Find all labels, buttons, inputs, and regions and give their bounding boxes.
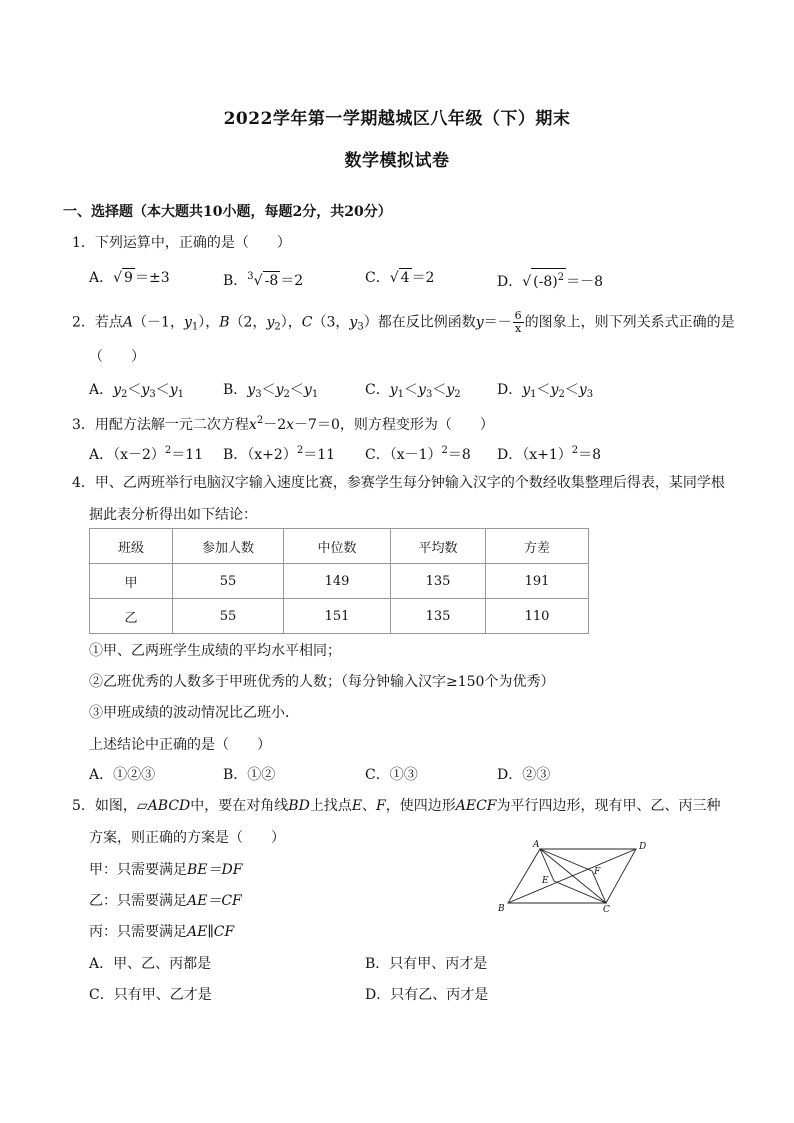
table-cell: 55 — [173, 599, 284, 634]
q4-stem-line1: 4．甲、乙两班举行电脑汉字输入速度比赛，参赛学生每分钟输入汉字的个数经收集整理后得表，某同学根 — [72, 475, 725, 491]
q1-stem: 1．下列运算中，正确的是（ ） — [72, 235, 291, 251]
q2-option-d[interactable]: D．$y_1<y_2<y_3$ — [497, 382, 594, 400]
table-header: 参加人数 — [173, 529, 284, 564]
q5-option-c[interactable]: C．只有甲、乙才是 — [89, 987, 212, 1003]
q5-stem-line2: 方案，则正确的方案是（ ） — [89, 830, 285, 846]
q5-plan-yi: 乙：只需要满足AE＝CF — [89, 893, 242, 909]
q4-conclusion-1: ①甲、乙两班学生成绩的平均水平相同； — [89, 643, 341, 659]
q5-option-d[interactable]: D．只有乙、丙才是 — [365, 987, 489, 1003]
table-cell: 135 — [391, 599, 486, 634]
q3-option-a[interactable]: A．$(x-2)^2=11$ — [89, 445, 204, 463]
label-d: D — [639, 842, 647, 852]
q3-option-d[interactable]: D．$(x+1)^2=8$ — [497, 445, 602, 463]
table-row — [90, 599, 589, 634]
table-header: 平均数 — [391, 529, 486, 564]
exam-subtitle: 数学模拟试卷 — [344, 151, 450, 171]
q4-conclusion-3: ③甲班成绩的波动情况比乙班小． — [89, 705, 299, 721]
table-cell: 55 — [173, 564, 284, 599]
label-c: C — [603, 905, 610, 915]
q5-stem-line1: 5．如图，▱ABCD中，要在对角线BD上找点E、F，使四边形AECF为平行四边形，现有甲、乙、丙三种 — [72, 798, 721, 814]
q3-stem: 3．用配方法解一元二次方程$x^2-2x-7=0$，则方程变形为（ ） — [72, 415, 494, 433]
parallelogram-diagram — [496, 838, 656, 918]
q1-option-b[interactable]: B．$^3$√ -8 ＝2 — [223, 271, 304, 289]
q3-option-b[interactable]: B．$(x+2)^2=11$ — [223, 445, 336, 463]
label-b: B — [498, 904, 505, 914]
table-cell: 151 — [284, 599, 391, 634]
q2-option-c[interactable]: C．$y_1<y_3<y_2$ — [365, 382, 461, 400]
q1-option-c[interactable]: C．√ 4 ＝2 — [365, 270, 435, 286]
q3-option-c[interactable]: C．$(x-1)^2=8$ — [365, 445, 471, 463]
q5-option-a[interactable]: A．甲、乙、丙都是 — [89, 956, 212, 972]
q4-option-c[interactable]: C．①③ — [365, 767, 418, 783]
table-cell: 149 — [284, 564, 391, 599]
exam-title: 2022学年第一学期越城区八年级（下）期末 — [223, 109, 571, 129]
table-header: 方差 — [486, 529, 589, 564]
table-cell: 135 — [391, 564, 486, 599]
score-table — [89, 528, 589, 634]
q4-option-b[interactable]: B．①② — [223, 767, 276, 783]
table-header: 中位数 — [284, 529, 391, 564]
table-header: 班级 — [90, 529, 173, 564]
q4-option-d[interactable]: D．②③ — [497, 767, 551, 783]
label-a: A — [533, 840, 540, 850]
table-cell: 甲 — [90, 564, 173, 599]
q2-stem: 2．若点A（－1，$y_1$），B（2，$y_2$），C（3，$y_3$）都在反比例函数y＝－ $\frac{6}{x}$ 的图象上，则下列关系式正确的是 — [72, 309, 735, 335]
label-e: E — [542, 876, 549, 886]
diagonal-bd — [508, 849, 636, 903]
table-cell: 191 — [486, 564, 589, 599]
table-header-row — [90, 529, 589, 564]
q4-stem-line2: 据此表分析得出如下结论： — [89, 507, 257, 523]
section-heading: 一、选择题（本大题共10小题，每题2分，共20分） — [63, 204, 392, 220]
q2-answer-paren: （ ） — [89, 349, 145, 365]
label-f: F — [594, 867, 601, 877]
q1-option-a[interactable]: A．√ 9 ＝±3 — [89, 270, 170, 286]
q2-option-b[interactable]: B．$y_3<y_2<y_1$ — [223, 382, 319, 400]
q1-option-d[interactable]: D．√ $(-8)^2 =-8$ — [497, 268, 603, 291]
table-cell: 乙 — [90, 599, 173, 634]
q5-option-b[interactable]: B．只有甲、丙才是 — [365, 956, 488, 972]
q2-option-a[interactable]: A．$y_2<y_3<y_1$ — [89, 382, 185, 400]
table-row — [90, 564, 589, 599]
q4-conclusion-2: ②乙班优秀的人数多于甲班优秀的人数；（每分钟输入汉字≥150个为优秀） — [89, 674, 555, 690]
q5-plan-jia: 甲：只需要满足BE＝DF — [89, 862, 243, 878]
table-cell: 110 — [486, 599, 589, 634]
q5-plan-bing: 丙：只需要满足AE∥CF — [89, 924, 235, 940]
fraction: $\frac{6}{x}$ — [514, 309, 522, 335]
q4-ask: 上述结论中正确的是（ ） — [89, 737, 271, 753]
q4-option-a[interactable]: A．①②③ — [89, 767, 156, 783]
